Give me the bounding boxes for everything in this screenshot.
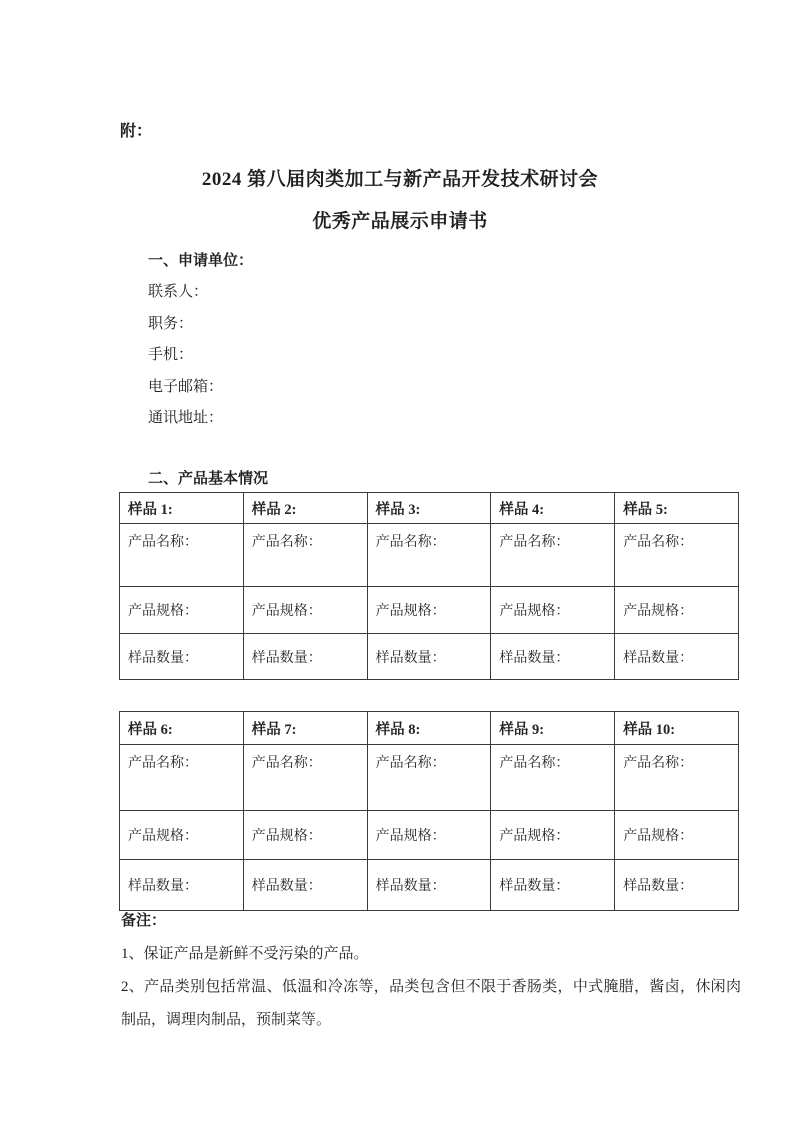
product-spec-cell: 产品规格： <box>120 587 244 634</box>
note-item-1: 1、保证产品是新鲜不受污染的产品。 <box>121 946 369 962</box>
sample-qty-cell: 样品数量： <box>615 860 739 911</box>
product-name-cell: 产品名称： <box>120 745 244 811</box>
sample-5-header: 样品 5: <box>615 493 739 524</box>
field-label-address: 通讯地址： <box>148 410 224 427</box>
attachment-label: 附： <box>120 123 153 140</box>
sample-2-header: 样品 2: <box>243 493 367 524</box>
product-spec-cell: 产品规格： <box>615 811 739 860</box>
sample-table-1-5 <box>119 492 739 680</box>
sample-qty-cell: 样品数量： <box>367 860 491 911</box>
product-spec-cell: 产品规格： <box>491 587 615 634</box>
table-row <box>120 745 739 811</box>
applicant-section-heading: 一、申请单位： <box>148 253 254 269</box>
product-spec-cell: 产品规格： <box>243 587 367 634</box>
product-name-cell: 产品名称： <box>120 524 244 587</box>
sample-qty-cell: 样品数量： <box>243 634 367 680</box>
sample-qty-cell: 样品数量： <box>615 634 739 680</box>
sample-3-header: 样品 3: <box>367 493 491 524</box>
field-label-contact-person: 联系人： <box>148 284 209 301</box>
product-name-cell: 产品名称： <box>243 524 367 587</box>
field-label-mobile: 手机： <box>148 347 194 364</box>
sample-table-6-10 <box>119 711 739 911</box>
document-title-line1: 2024 第八届肉类加工与新产品开发技术研讨会 <box>201 169 599 190</box>
product-spec-cell: 产品规格： <box>615 587 739 634</box>
product-spec-cell: 产品规格： <box>367 811 491 860</box>
sample-6-header: 样品 6: <box>120 712 244 745</box>
product-name-cell: 产品名称： <box>367 745 491 811</box>
sample-qty-cell: 样品数量： <box>491 860 615 911</box>
sample-9-header: 样品 9: <box>491 712 615 745</box>
table-row <box>120 587 739 634</box>
sample-qty-cell: 样品数量： <box>120 634 244 680</box>
product-spec-cell: 产品规格： <box>120 811 244 860</box>
table-row <box>120 811 739 860</box>
note-item-2: 2、产品类别包括常温、低温和冷冻等，品类包含但不限于香肠类，中式腌腊，酱卤，休闲肉制品，调理肉制品，预制菜等。 <box>121 979 741 1028</box>
product-section-heading: 二、产品基本情况 <box>148 471 269 487</box>
product-spec-cell: 产品规格： <box>367 587 491 634</box>
notes-section <box>121 905 741 1037</box>
product-name-cell: 产品名称： <box>367 524 491 587</box>
sample-1-header: 样品 1: <box>120 493 244 524</box>
sample-qty-cell: 样品数量： <box>491 634 615 680</box>
product-name-cell: 产品名称： <box>615 524 739 587</box>
document-title-line2: 优秀产品展示申请书 <box>312 211 488 232</box>
product-spec-cell: 产品规格： <box>243 811 367 860</box>
sample-qty-cell: 样品数量： <box>367 634 491 680</box>
table-row <box>120 524 739 587</box>
product-spec-cell: 产品规格： <box>491 811 615 860</box>
field-label-email: 电子邮箱： <box>148 378 224 395</box>
sample-qty-cell: 样品数量： <box>243 860 367 911</box>
sample-8-header: 样品 8: <box>367 712 491 745</box>
field-label-position: 职务： <box>148 315 194 332</box>
sample-7-header: 样品 7: <box>243 712 367 745</box>
product-name-cell: 产品名称： <box>491 745 615 811</box>
table-row <box>120 493 739 524</box>
table-row <box>120 860 739 911</box>
sample-qty-cell: 样品数量： <box>120 860 244 911</box>
table-row <box>120 712 739 745</box>
product-name-cell: 产品名称： <box>243 745 367 811</box>
sample-10-header: 样品 10: <box>615 712 739 745</box>
applicant-section <box>148 246 253 434</box>
notes-heading: 备注： <box>121 913 167 929</box>
product-name-cell: 产品名称： <box>615 745 739 811</box>
product-name-cell: 产品名称： <box>491 524 615 587</box>
sample-4-header: 样品 4: <box>491 493 615 524</box>
table-row <box>120 634 739 680</box>
